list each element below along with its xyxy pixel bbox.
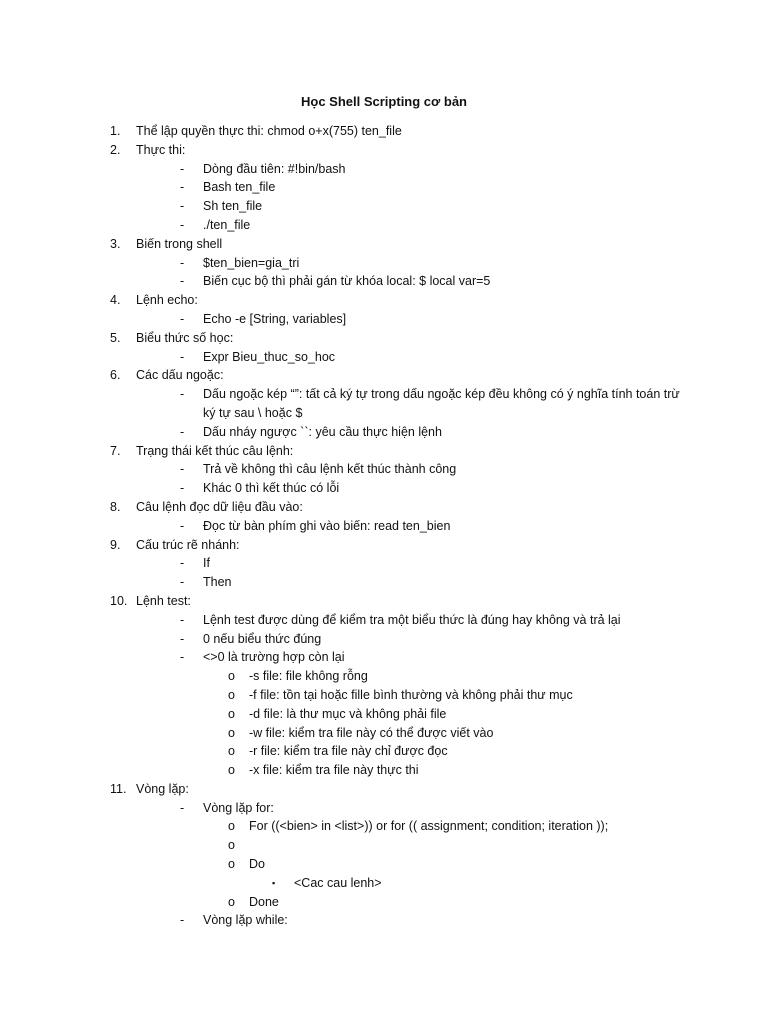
sub-item [0,573,768,592]
sub-sub-sub-item [0,874,768,893]
sub-sub-item [0,705,768,724]
circle-bullet: o [228,706,235,721]
item-text: Biểu thức số học: [136,330,234,345]
sub-item [0,178,768,197]
item-number: 10. [110,593,128,608]
sub-item-text: Vòng lặp while: [203,913,288,928]
sub-item-text: Echo -e [String, variables] [203,311,347,326]
dash-bullet: - [180,180,185,195]
circle-bullet: o [228,894,235,909]
dash-bullet: - [180,481,185,496]
sub-item-text: <>0 là trường hợp còn lại [203,650,345,665]
list-item [0,291,768,310]
sub-item [0,611,768,630]
sub-item [0,310,768,329]
sub-item [0,423,768,442]
sub-item-text: Lệnh test được dùng để kiểm tra một biểu thức là đúng hay không và trả lại [203,612,621,627]
dash-bullet: - [180,556,185,571]
sub-item [0,254,768,273]
circle-bullet: o [228,744,235,759]
sub-item [0,272,768,291]
item-number: 2. [110,142,121,157]
sub-item-text: Vòng lặp for: [203,800,274,815]
sub-item-text: Đọc từ bàn phím ghi vào biến: read ten_bien [203,518,451,533]
item-number: 3. [110,236,121,251]
item-text: Lệnh test: [136,593,191,608]
sub-item-text: Trả về không thì câu lệnh kết thúc thành công [203,462,457,477]
dash-bullet: - [180,424,185,439]
item-number: 1. [110,124,121,138]
sub-item-text: Then [203,575,232,590]
sub-item-text: Khác 0 thì kết thúc có lỗi [203,481,340,496]
item-text: Các dấu ngoặc: [136,368,224,383]
dash-bullet: - [180,462,185,477]
list-item [0,498,768,517]
circle-bullet: o [228,819,235,834]
dash-bullet: - [180,161,185,176]
dash-bullet: - [180,800,185,815]
dash-bullet: - [180,387,185,402]
dash-bullet: - [180,349,185,364]
list-item [0,780,768,799]
sub-item [0,479,768,498]
list-item [0,122,768,141]
sub-item-text: Dòng đầu tiên: #!bin/bash [203,161,346,176]
item-text: Vòng lặp: [136,781,189,796]
item-text: Thể lập quyền thực thi: chmod o+x(755) ten_file [136,124,402,138]
item-number: 6. [110,368,121,383]
circle-bullet: o [228,857,235,872]
dash-bullet: - [180,650,185,665]
sub-item-text: Bash ten_file [203,180,276,195]
sub-item-text: 0 nếu biểu thức đúng [203,631,322,646]
sub-sub-item-text: -x file: kiểm tra file này thực thi [249,763,419,778]
list-item [0,141,768,160]
sub-sub-item [0,817,768,836]
sub-sub-item-text: -f file: tồn tại hoặc fille bình thường và không phải thư mục [249,687,573,702]
dash-bullet: - [180,518,185,533]
item-text: Trạng thái kết thúc câu lệnh: [136,443,294,458]
dash-bullet: - [180,274,185,289]
item-text: Lệnh echo: [136,293,198,308]
item-number: 4. [110,293,121,308]
list-item [0,329,768,348]
item-text: Câu lệnh đọc dữ liệu đầu vào: [136,499,303,514]
sub-item [0,911,768,930]
circle-bullet: o [228,838,235,853]
list-item [0,442,768,461]
sub-item-text: Biến cục bộ thì phải gán từ khóa local: $ local var=5 [203,274,491,289]
sub-item-text: Expr Bieu_thuc_so_hoc [203,349,336,364]
sub-item-text: Dấu nháy ngược ``: yêu cầu thực hiện lệnh [203,424,442,439]
item-number: 5. [110,330,121,345]
sub-sub-sub-item-text: <Cac cau lenh> [294,875,382,890]
sub-item [0,385,768,423]
sub-item [0,197,768,216]
document-body [0,122,768,930]
circle-bullet: o [228,687,235,702]
dash-bullet: - [180,612,185,627]
list-item [0,536,768,555]
sub-sub-item [0,836,768,855]
sub-item [0,160,768,179]
dash-bullet: - [180,575,185,590]
item-number: 9. [110,537,121,552]
sub-sub-item-text: -r file: kiểm tra file này chỉ được đọc [249,744,448,759]
sub-item [0,630,768,649]
sub-sub-item [0,893,768,912]
sub-item-text: Sh ten_file [203,199,263,214]
sub-item [0,648,768,667]
sub-item [0,460,768,479]
dash-bullet: - [180,199,185,214]
sub-item [0,554,768,573]
sub-sub-item [0,686,768,705]
sub-sub-item [0,855,768,874]
circle-bullet: o [228,669,235,684]
dash-bullet: - [180,631,185,646]
sub-item-text: Dấu ngoặc kép “”: tất cả ký tự trong dấu ngoặc kép đều không có ý nghĩa tính toán trừ ký tự sau \ hoặc $ [203,387,680,420]
sub-sub-item [0,667,768,686]
dash-bullet: - [180,255,185,270]
sub-item-text: ./ten_file [203,217,251,232]
sub-item [0,216,768,235]
sub-sub-item [0,724,768,743]
sub-sub-item-text: -w file: kiểm tra file này có thể được viết vào [249,725,494,740]
dash-bullet: - [180,913,185,928]
list-item [0,366,768,385]
sub-item-text: $ten_bien=gia_tri [203,255,300,270]
sub-sub-item-text: -s file: file không rỗng [249,669,368,684]
sub-item [0,799,768,818]
sub-sub-item [0,742,768,761]
list-item [0,235,768,254]
item-text: Cấu trúc rẽ nhánh: [136,537,240,552]
sub-sub-item-text: Do [249,857,265,872]
dash-bullet: - [180,311,185,326]
item-text: Thực thi: [136,142,186,157]
sub-sub-item-text: -d file: là thư mục và không phải file [249,706,447,721]
circle-bullet: o [228,725,235,740]
sub-sub-item-text: Done [249,894,279,909]
circle-bullet: o [228,763,235,778]
sub-sub-item [0,761,768,780]
dash-bullet: - [180,217,185,232]
item-number: 8. [110,499,121,514]
item-number: 7. [110,443,121,458]
item-text: Biến trong shell [136,236,223,251]
page-title: Học Shell Scripting cơ bản [301,94,467,109]
sub-item [0,517,768,536]
square-bullet: ▪ [272,877,276,888]
sub-sub-item-text: For ((<bien> in <list>)) or for (( assignment; condition; iteration )); [249,819,609,834]
list-item [0,592,768,611]
item-number: 11. [110,781,127,796]
sub-item [0,348,768,367]
sub-item-text: If [203,556,210,571]
